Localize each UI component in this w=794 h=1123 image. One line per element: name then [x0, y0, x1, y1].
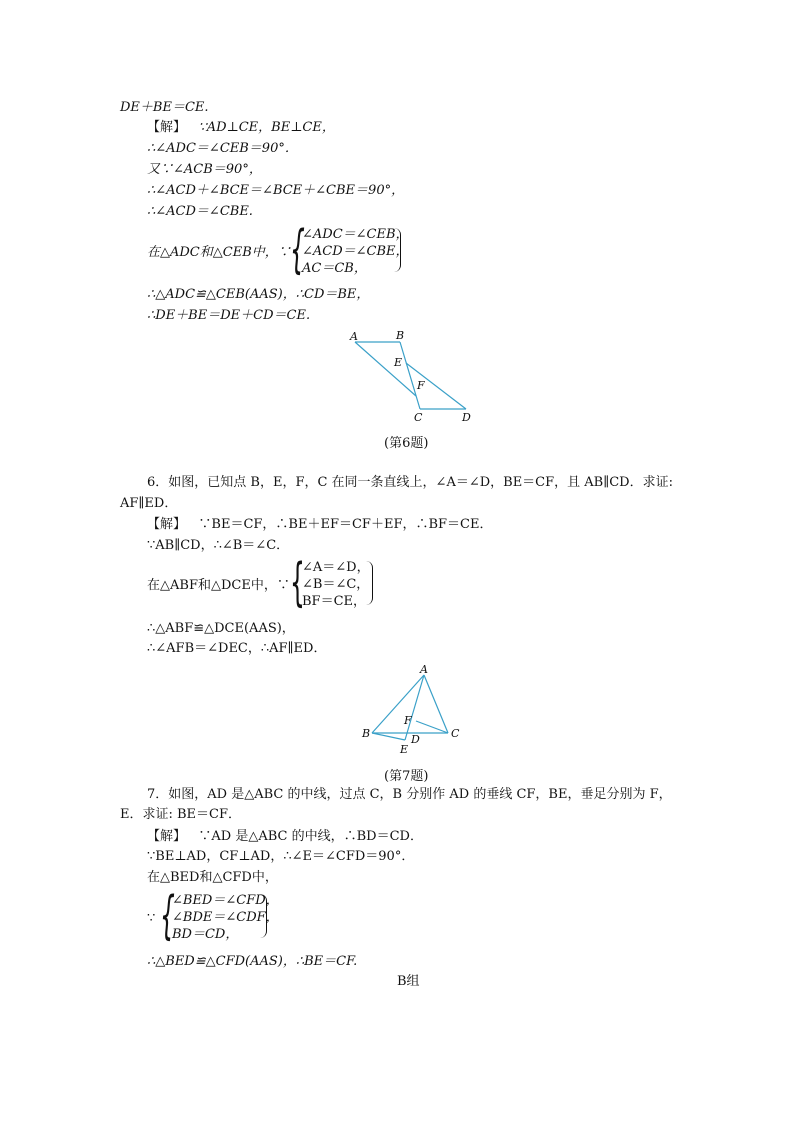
p5-condition-2: ∠ACD＝∠CBE，: [302, 244, 409, 259]
left-brace: {: [290, 553, 305, 613]
segment-bc: [400, 342, 420, 409]
label-c: C: [451, 727, 460, 740]
label-b: B: [396, 329, 405, 342]
label-f: F: [417, 379, 425, 392]
left-brace: {: [160, 886, 175, 946]
p6-step-1: ∵BE＝CF，∴BE＋EF＝CF＋EF，∴BF＝CE．: [198, 517, 493, 532]
p6-condition-3: BF＝CE，: [302, 594, 367, 609]
label-d: D: [462, 411, 471, 423]
p6-brace-prefix: 在△ABF和△DCE中，∵: [147, 578, 290, 593]
p5-solution-line-1: [147, 120, 335, 136]
section-heading: B组: [397, 974, 420, 989]
segment-af: [355, 342, 416, 396]
p6-condition-1: ∠A＝∠D，: [302, 560, 370, 575]
p7-step-2: ∵BE⊥AD，CF⊥AD，∴∠E＝∠CFD＝90°．: [147, 849, 415, 864]
segment-ac: [424, 675, 448, 733]
segment-be: [372, 733, 405, 740]
figure-7-lines: [372, 675, 448, 740]
left-brace: {: [290, 220, 305, 280]
p7-step-1: ∵AD 是△ABC 的中线，∴BD＝CD．: [198, 829, 423, 844]
p5-step-3: 又∵∠ACB＝90°，: [147, 162, 262, 177]
segment-de: [406, 363, 466, 409]
right-brace: [260, 894, 267, 938]
p5-step-7: ∴DE＋BE＝DE＋CD＝CE.: [147, 308, 311, 323]
label-c: C: [414, 411, 423, 423]
p5-step-1: ∵AD⊥CE，BE⊥CE，: [198, 120, 335, 135]
figure-6-lines: [355, 342, 466, 409]
p5-condition-brace: [290, 220, 410, 280]
p5-step-6: ∴△ADC≌△CEB(AAS)，∴CD＝BE，: [147, 287, 370, 302]
label-b: B: [362, 727, 371, 740]
label-f: F: [404, 714, 412, 727]
p5-step-4: ∴∠ACD＋∠BCE＝∠BCE＋∠CBE＝90°，: [147, 183, 405, 198]
figure-6-caption: (第6题): [384, 436, 429, 451]
p6-step-3: ∴△ABF≌△DCE(AAS)，: [147, 621, 295, 636]
label-a: A: [350, 330, 358, 343]
p5-brace-prefix: 在△ADC和△CEB中，∵: [147, 245, 291, 260]
p7-step-3: 在△BED和△CFD中，: [147, 870, 278, 885]
p6-step-4: ∴∠AFB＝∠DEC，∴AF∥ED．: [147, 641, 327, 656]
figure-6-diagram: [340, 328, 480, 423]
solution-tag: 【解】: [147, 120, 187, 135]
p5-step-5: ∴∠ACD＝∠CBE.: [147, 204, 253, 219]
figure-7-diagram: [358, 663, 468, 758]
p7-step-4: ∴△BED≌△CFD(AAS)，∴BE＝CF.: [147, 954, 358, 969]
p7-solution-line-1: [147, 829, 423, 845]
segment-ab: [372, 675, 424, 733]
p7-condition-1: ∠BED＝∠CFD，: [172, 893, 279, 908]
p5-condition-1: ∠ADC＝∠CEB，: [302, 227, 409, 242]
label-e: E: [400, 743, 409, 756]
p6-solution-line-1: [147, 517, 492, 533]
right-brace: [394, 228, 401, 272]
p7-condition-brace: [160, 886, 280, 946]
solution-tag: 【解】: [147, 517, 187, 532]
p6-condition-2: ∠B＝∠C，: [302, 577, 370, 592]
figure-7-caption: (第7题): [384, 769, 429, 784]
p6-statement-2: AF∥ED．: [120, 496, 178, 511]
right-brace: [366, 561, 373, 605]
p5-conclusion-line: DE＋BE＝CE.: [120, 100, 209, 115]
p5-condition-3: AC＝CB，: [302, 261, 367, 276]
label-e: E: [394, 356, 403, 369]
label-a: A: [420, 663, 428, 676]
p5-step-2: ∴∠ADC＝∠CEB＝90°．: [147, 141, 298, 156]
p6-statement-1: 6．如图，已知点 B，E，F，C 在同一条直线上，∠A＝∠D，BE＝CF，且 AB∥CD．求证:: [147, 475, 673, 490]
label-d: D: [411, 733, 420, 746]
p7-condition-3: BD＝CD，: [172, 927, 239, 942]
p7-brace-prefix: ∵: [147, 911, 156, 926]
p7-statement-1: 7．如图，AD 是△ABC 的中线，过点 C，B 分别作 AD 的垂线 CF，BE，垂足分别为 F，: [147, 787, 672, 802]
p6-condition-brace: [290, 553, 390, 613]
p6-step-2: ∵AB∥CD，∴∠B＝∠C．: [147, 538, 290, 553]
p7-statement-2: E．求证: BE＝CF．: [120, 807, 242, 822]
p7-condition-2: ∠BDE＝∠CDF，: [172, 910, 279, 925]
solution-tag: 【解】: [147, 829, 187, 844]
